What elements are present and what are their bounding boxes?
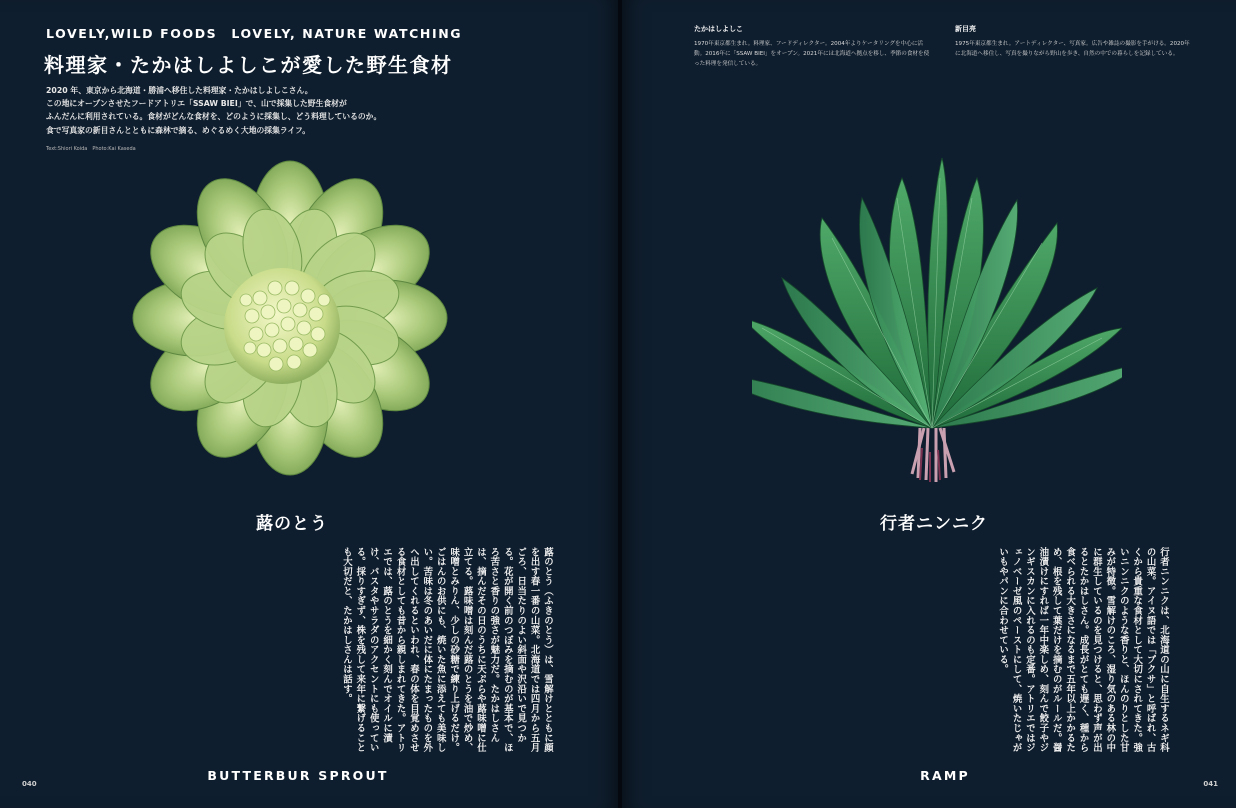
- kicker: LOVELY,WILD FOODS LOVELY, NATURE WATCHING: [46, 26, 463, 41]
- plant-english-ramp: RAMP: [920, 768, 970, 783]
- lead-paragraph: [46, 84, 466, 137]
- page-number-right: 041: [1203, 780, 1218, 788]
- plant-title-ramp: 行者ニンニク: [880, 514, 988, 534]
- headline: 料理家・たかはしよしこが愛した野生食材: [44, 53, 453, 77]
- bio-text: 1975年東京都生まれ。アートディレクター、写真家。広告や雑誌の撮影を手がける。2020年に北海道へ移住し、写真を撮りながら野山を歩き、自然の中での暮らしを記録している。: [955, 41, 1190, 57]
- lead-line: この地にオープンさせたフードアトリエ「SSAW BIEI」で、山で採集した野生食材が: [46, 99, 347, 109]
- body-text-butterbur: 蕗のとう（ふきのとう）は、雪解けとともに顔を出す春一番の山菜。北海道では四月から五月ごろ、日当たりのよい斜面や沢沿いで見つかる。花が開く前のつぼみを摘むのが基本で、ほろ苦さと香りの強さが魅力だ。たかはしさんは、摘んだその日のうちに天ぷらや蕗味噌に仕立てる。蕗味噌は刻んだ蕗のとうを油で炒め、味噌とみりん、少しの砂糖で練り上げるだけ。ごはんのお供にも、焼いた魚に添えても美味しい。苦味は冬のあいだに体にたまったものを外へ出してくれるといわれ、春の体を目覚めさせる食材としても昔から親しまれてきた。アトリエでは、蕗のとうを細かく刻んでオイルに漬け、パスタやサラダのアクセントにも使っている。採りすぎず、株を残して来年に繋げることも大切だと、たかはしさんは話す。: [340, 547, 553, 753]
- plant-english-butterbur: BUTTERBUR SPROUT: [207, 768, 389, 783]
- ramp-photo: [752, 128, 1122, 488]
- photographer-bio: [955, 24, 1195, 59]
- bio-name: たかはしよしこ: [694, 25, 743, 33]
- lead-line: 食で写真家の新目さんとともに森林で摘る、めぐるめく大地の採集ライフ。: [46, 125, 310, 135]
- photo-credit: Text:Shiori Koida Photo:Kai Kaseda: [46, 146, 136, 152]
- bio-name: 新目亮: [955, 25, 976, 33]
- page-number-left: 040: [22, 780, 37, 788]
- right-page: [622, 0, 1236, 808]
- body-text-ramp: 行者ニンニクは、北海道の山に自生するネギ科の山菜。アイヌ語では「プクサ」と呼ばれ、古くから貴重な食材として大切にされてきた。強いニンニクのような香りと、ほんのりとした甘みが特徴。雪解けのころ、湿り気のある林の中に群生しているのを見つけると、思わず声が出るとたかはしさん。成長がとても遅く、種から食べられる大きさになるまで五年以上かかるため、根を残して葉だけを摘むのがルールだ。醤油漬けにすれば一年中楽しめ、刻んで餃子やジンギスカンに入れるのも定番。アトリエではジェノベーゼ風のペーストにして、焼いたじゃがいもやパンに合わせている。: [997, 547, 1169, 753]
- lead-line: ふんだんに利用されている。食材がどんな食材を、どのように採集し、どう料理しているのか。: [46, 112, 382, 122]
- butterbur-sprout-photo: [118, 160, 463, 485]
- lead-line: 2020 年、東京から北海道・勝浦へ移住した料理家・たかはしよしこさん。: [46, 86, 313, 95]
- author-bio: [694, 24, 934, 69]
- bio-text: 1970年東京都生まれ。料理家、フードディレクター。2004年よりケータリングを中心に活動。2016年に「SSAW BIEI」をオープン。2021年には北海道へ拠点を移し、季節の食材を使った料理を発信している。: [694, 41, 930, 67]
- plant-title-butterbur: 蕗のとう: [256, 514, 328, 534]
